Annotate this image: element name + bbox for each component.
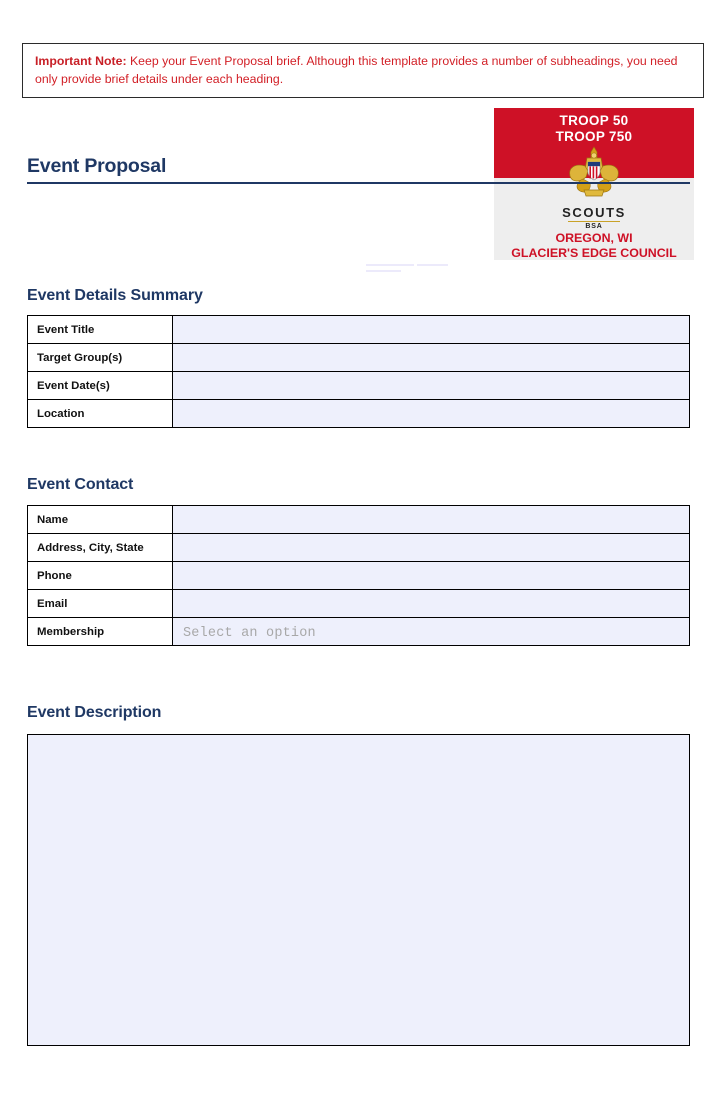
event-details-summary-table bbox=[27, 315, 690, 428]
logo-council-text bbox=[494, 231, 694, 260]
page-title: Event Proposal bbox=[27, 155, 167, 177]
important-note-label: Important Note: bbox=[35, 54, 127, 68]
logo-council-line-1: OREGON, WI bbox=[555, 231, 633, 245]
section-heading-summary: Event Details Summary bbox=[27, 287, 203, 304]
row-label-membership: Membership bbox=[28, 618, 173, 646]
table-row bbox=[28, 400, 690, 428]
layout-artifact bbox=[366, 264, 414, 266]
fleur-de-lis-eagle-icon bbox=[563, 146, 625, 204]
table-row bbox=[28, 562, 690, 590]
field-name[interactable] bbox=[173, 506, 690, 534]
logo-brand-primary: SCOUTS bbox=[562, 205, 626, 220]
event-description-textarea[interactable] bbox=[27, 734, 690, 1046]
table-row bbox=[28, 534, 690, 562]
table-row bbox=[28, 316, 690, 344]
field-event-title[interactable] bbox=[173, 316, 690, 344]
membership-select[interactable] bbox=[173, 618, 690, 646]
row-label-phone: Phone bbox=[28, 562, 173, 590]
row-label-event-title: Event Title bbox=[28, 316, 173, 344]
important-note-text bbox=[35, 52, 693, 88]
table-row bbox=[28, 618, 690, 646]
logo-troop-line-2: TROOP 750 bbox=[555, 129, 633, 144]
table-row bbox=[28, 506, 690, 534]
logo-troop-numbers bbox=[494, 113, 694, 145]
important-note-body: Keep your Event Proposal brief. Although this template provides a number of subheadings, you need only provide brief details under each heading. bbox=[35, 54, 678, 86]
row-label-address: Address, City, State bbox=[28, 534, 173, 562]
row-label-location: Location bbox=[28, 400, 173, 428]
section-heading-contact: Event Contact bbox=[27, 476, 134, 493]
logo-council-line-2: GLACIER'S EDGE COUNCIL bbox=[511, 246, 677, 260]
logo-brand-secondary: BSA bbox=[585, 223, 603, 230]
table-row bbox=[28, 344, 690, 372]
membership-select-placeholder: Select an option bbox=[183, 625, 316, 641]
field-target-groups[interactable] bbox=[173, 344, 690, 372]
row-label-email: Email bbox=[28, 590, 173, 618]
event-contact-table bbox=[27, 505, 690, 646]
row-label-event-dates: Event Date(s) bbox=[28, 372, 173, 400]
field-address[interactable] bbox=[173, 534, 690, 562]
field-phone[interactable] bbox=[173, 562, 690, 590]
layout-artifact bbox=[417, 264, 448, 266]
row-label-target-groups: Target Group(s) bbox=[28, 344, 173, 372]
layout-artifact bbox=[366, 270, 401, 272]
table-row bbox=[28, 372, 690, 400]
row-label-name: Name bbox=[28, 506, 173, 534]
table-row bbox=[28, 590, 690, 618]
important-note-box bbox=[22, 43, 704, 98]
field-event-dates[interactable] bbox=[173, 372, 690, 400]
field-email[interactable] bbox=[173, 590, 690, 618]
logo-wordmark bbox=[494, 206, 694, 231]
section-heading-description: Event Description bbox=[27, 704, 162, 721]
title-underline bbox=[27, 182, 690, 184]
field-location[interactable] bbox=[173, 400, 690, 428]
troop-logo bbox=[494, 108, 694, 260]
logo-troop-line-1: TROOP 50 bbox=[559, 113, 629, 128]
